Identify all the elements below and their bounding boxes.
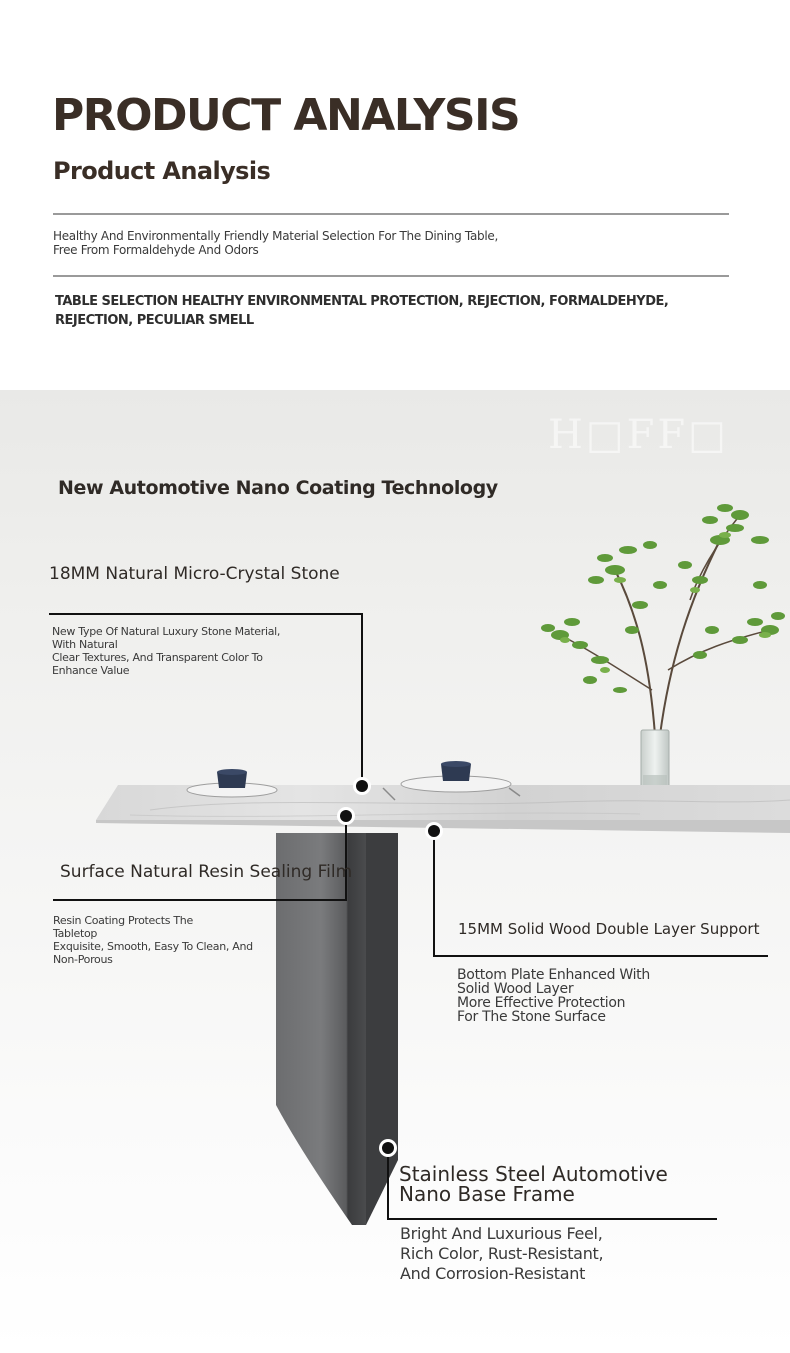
callout-body-line: New Type Of Natural Luxury Stone Material,	[52, 625, 281, 638]
divider	[53, 275, 729, 277]
callout-body-line: With Natural	[52, 638, 118, 651]
plant	[541, 504, 785, 735]
callout-wood-body	[457, 968, 717, 1024]
callout-body-line: And Corrosion-Resistant	[400, 1264, 586, 1283]
product-scene	[0, 390, 790, 1353]
callout-stone-title: 18MM Natural Micro-Crystal Stone	[49, 564, 340, 584]
page-subtitle: Product Analysis	[53, 157, 271, 185]
watermark-logo: H□FF□	[548, 412, 729, 458]
callout-resin-body	[53, 914, 273, 966]
page-title: PRODUCT ANALYSIS	[52, 90, 520, 141]
callout-wood-title: 15MM Solid Wood Double Layer Support	[458, 920, 760, 938]
intro-description-line: Free From Formaldehyde And Odors	[53, 243, 259, 257]
callout-body-line: Bottom Plate Enhanced With	[457, 967, 650, 983]
callout-body-line: Tabletop	[53, 927, 98, 940]
callout-title-line: Stainless Steel Automotive	[399, 1162, 668, 1186]
divider	[53, 213, 729, 215]
callout-body-line: Solid Wood Layer	[457, 981, 574, 997]
intro-description	[53, 229, 498, 257]
callout-title-line: Nano Base Frame	[399, 1182, 575, 1206]
callout-body-line: Non-Porous	[53, 953, 113, 966]
callout-body-line: Resin Coating Protects The	[53, 914, 193, 927]
callout-resin-title: Surface Natural Resin Sealing Film	[60, 862, 353, 882]
callout-steel-title	[399, 1164, 699, 1204]
caps-description: TABLE SELECTION HEALTHY ENVIRONMENTAL PROTECTION, REJECTION, FORMALDEHYDE, REJECTION, PECULIAR SMELL	[55, 294, 669, 328]
intro-description-line: Healthy And Environmentally Friendly Material Selection For The Dining Table,	[53, 229, 498, 243]
callout-steel-body	[400, 1224, 700, 1284]
scene-heading: New Automotive Nano Coating Technology	[58, 477, 498, 499]
callout-body-line: More Effective Protection	[457, 995, 626, 1011]
callout-body-line: Clear Textures, And Transparent Color To	[52, 651, 263, 664]
callout-stone-body	[52, 625, 342, 677]
callout-body-line: Rich Color, Rust-Resistant,	[400, 1244, 604, 1263]
callout-body-line: For The Stone Surface	[457, 1009, 606, 1025]
header-section	[0, 0, 790, 390]
callout-body-line: Bright And Luxurious Feel,	[400, 1224, 603, 1243]
callout-body-line: Exquisite, Smooth, Easy To Clean, And	[53, 940, 253, 953]
table-base	[276, 833, 398, 1225]
callout-body-line: Enhance Value	[52, 664, 130, 677]
